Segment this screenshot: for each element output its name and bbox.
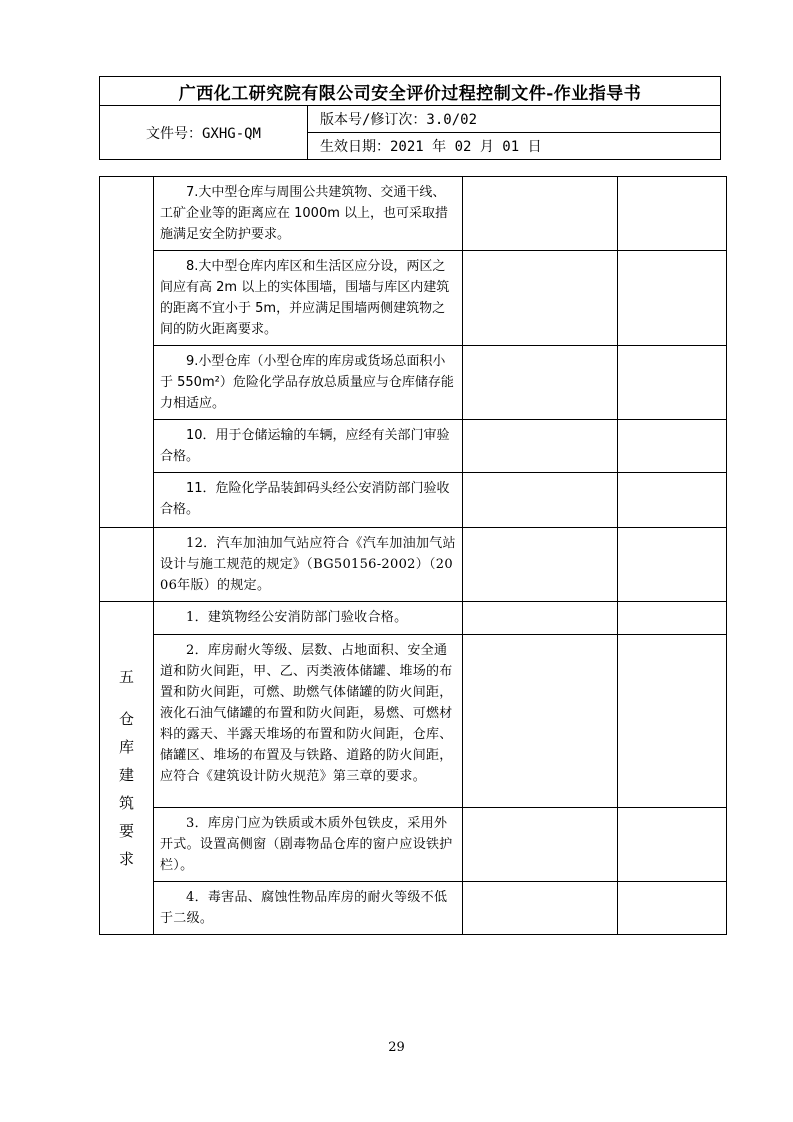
result-cell (463, 346, 618, 420)
remark-cell (618, 528, 727, 602)
table-row (100, 882, 727, 935)
table-row (100, 602, 727, 635)
remark-cell (618, 251, 727, 346)
requirement-text: 3．库房门应为铁质或木质外包铁皮，采用外开式。设置高侧窗（剧毒物品仓库的窗户应设铁护栏）。 (154, 808, 463, 882)
category-warehouse-building (100, 602, 154, 935)
effective-date: 生效日期：2021 年 02 月 01 日 (308, 133, 721, 160)
table-row (100, 420, 727, 473)
category-char: 筑 (118, 794, 134, 812)
category-char: 库 (118, 738, 134, 756)
remark-cell (618, 346, 727, 420)
requirement-text: 8.大中型仓库内库区和生活区应分设，两区之间应有高 2m 以上的实体围墙，围墙与库区内建筑的距离不宜小于 5m，并应满足围墙两侧建筑物之间的防火距离要求。 (154, 251, 463, 346)
requirement-text: 1．建筑物经公安消防部门验收合格。 (154, 602, 463, 635)
category-char: 仓 (118, 710, 134, 728)
requirement-text: 9.小型仓库（小型仓库的库房或货场总面积小于 550m²）危险化学品存放总质量应与仓库储存能力相适应。 (154, 346, 463, 420)
requirement-text: 10．用于仓储运输的车辆，应经有关部门审验合格。 (154, 420, 463, 473)
table-row (100, 528, 727, 602)
table-row (100, 635, 727, 808)
result-cell (463, 528, 618, 602)
version-number: 版本号/修订次：3.0/02 (308, 106, 721, 133)
table-row (100, 346, 727, 420)
table-row (100, 808, 727, 882)
result-cell (463, 420, 618, 473)
category-char: 建 (118, 766, 134, 784)
result-cell (463, 473, 618, 528)
result-cell (463, 635, 618, 808)
table-row (100, 251, 727, 346)
document-title: 广西化工研究院有限公司安全评价过程控制文件-作业指导书 (100, 77, 721, 106)
remark-cell (618, 808, 727, 882)
result-cell (463, 882, 618, 935)
table-row (100, 473, 727, 528)
requirements-table (99, 176, 727, 935)
page-number: 29 (388, 1040, 405, 1055)
remark-cell (618, 177, 727, 251)
requirement-text: 7.大中型仓库与周围公共建筑物、交通干线、工矿企业等的距离应在 1000m 以上，也可采取措施满足安全防护要求。 (154, 177, 463, 251)
category-cell (100, 528, 154, 602)
remark-cell (618, 473, 727, 528)
remark-cell (618, 602, 727, 635)
category-char: 要 (118, 822, 134, 840)
remark-cell (618, 635, 727, 808)
requirement-text: 12．汽车加油加气站应符合《汽车加油加气站设计与施工规范的规定》（BG50156-2002）（2006年版）的规定。 (154, 528, 463, 602)
result-cell (463, 602, 618, 635)
category-char: 求 (118, 850, 134, 868)
document-header-table (99, 76, 721, 160)
table-row (100, 177, 727, 251)
section-number: 五 (118, 668, 134, 686)
requirement-text: 11．危险化学品装卸码头经公安消防部门验收合格。 (154, 473, 463, 528)
file-number: 文件号：GXHG-QM (100, 106, 308, 160)
requirement-text: 2．库房耐火等级、层数、占地面积、安全通道和防火间距，甲、乙、丙类液体储罐、堆场的布置和防火间距，可燃、助燃气体储罐的防火间距，液化石油气储罐的布置和防火间距，易燃、可燃材料的露天、半露天堆场的布置和防火间距，仓库、储罐区、堆场的布置及与铁路、道路的防火间距，应符合《建筑设计防火规范》第三章的要求。 (154, 635, 463, 808)
requirement-text: 4．毒害品、腐蚀性物品库房的耐火等级不低于二级。 (154, 882, 463, 935)
result-cell (463, 808, 618, 882)
category-cell (100, 177, 154, 528)
result-cell (463, 177, 618, 251)
remark-cell (618, 882, 727, 935)
result-cell (463, 251, 618, 346)
remark-cell (618, 420, 727, 473)
